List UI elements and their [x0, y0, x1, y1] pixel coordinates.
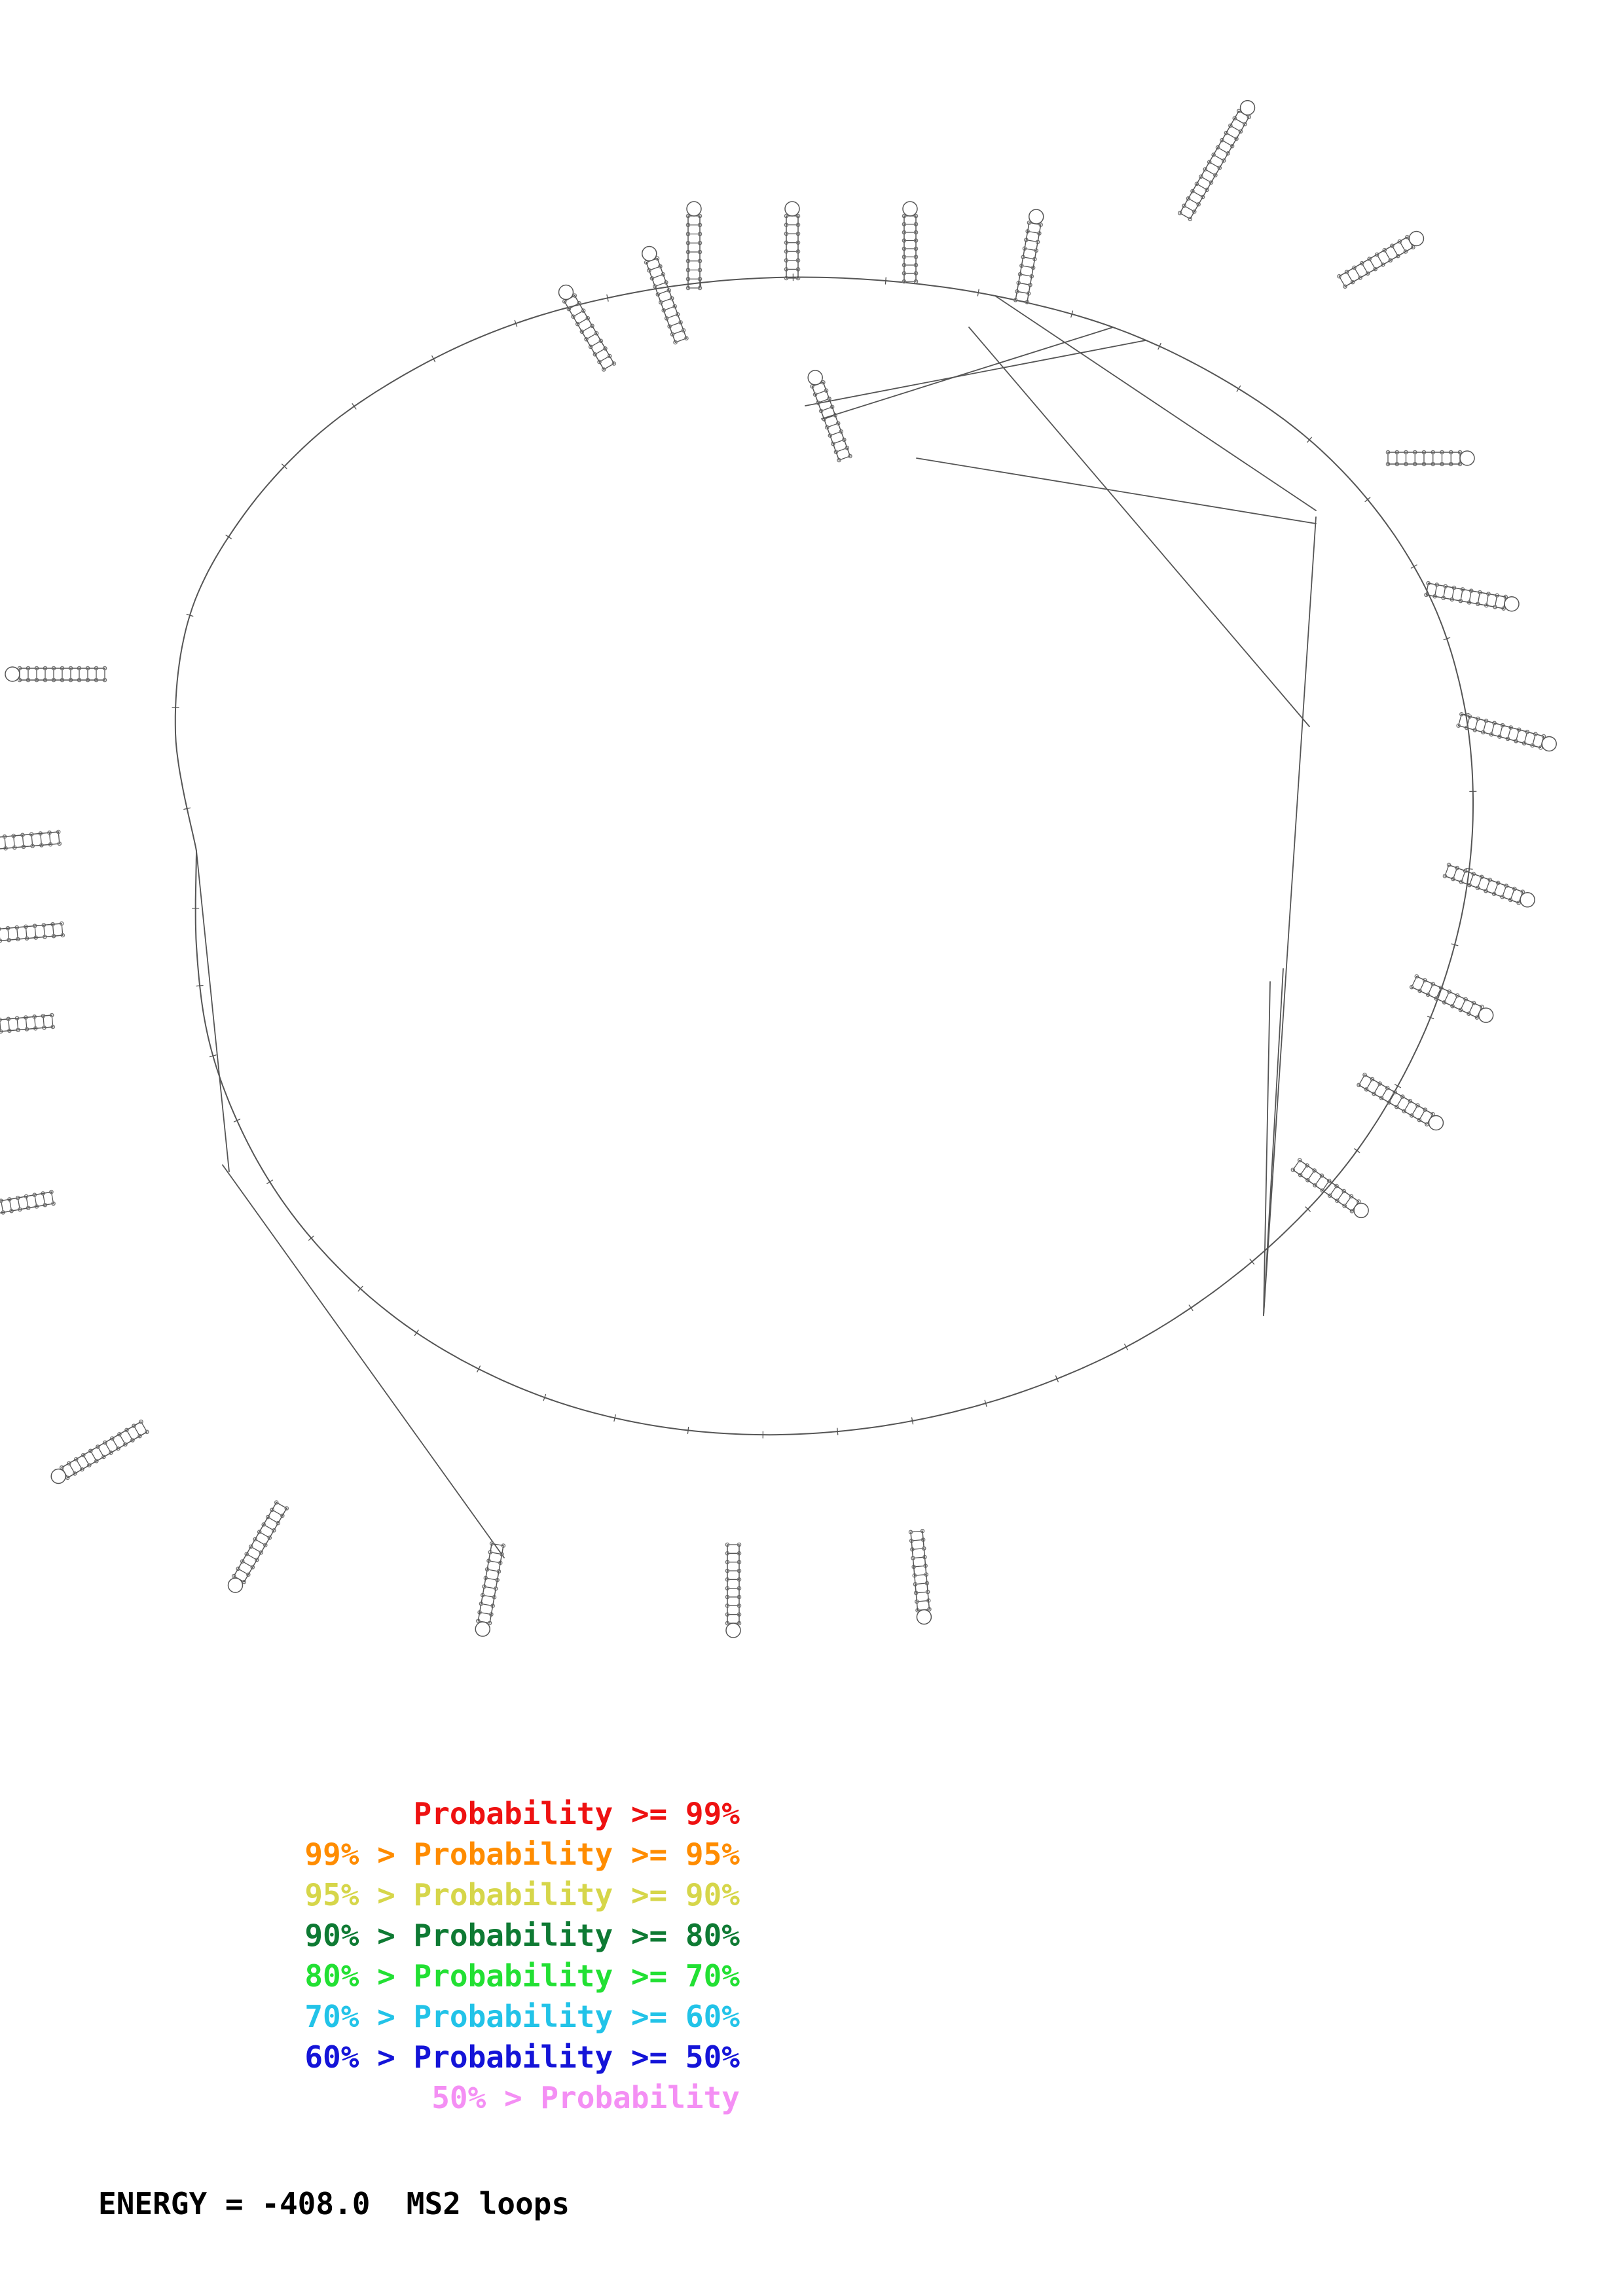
legend-row-1: 99% > Probability >= 95%: [304, 1837, 740, 1872]
legend-row-0: Probability >= 99%: [413, 1796, 740, 1831]
structure-geometry: [0, 101, 1556, 1638]
legend-row-4: 80% > Probability >= 70%: [304, 1958, 740, 1994]
legend-row-3: 90% > Probability >= 80%: [304, 1918, 740, 1953]
legend-row-7: 50% > Probability: [431, 2080, 740, 2115]
energy-label: ENERGY = -408.0 MS2 loops: [98, 2186, 570, 2221]
probability-legend: [0, 1793, 786, 2118]
legend-row-5: 70% > Probability >= 60%: [304, 1999, 740, 2034]
legend-row-2: 95% > Probability >= 90%: [304, 1877, 740, 1912]
legend-row-6: 60% > Probability >= 50%: [304, 2039, 740, 2075]
